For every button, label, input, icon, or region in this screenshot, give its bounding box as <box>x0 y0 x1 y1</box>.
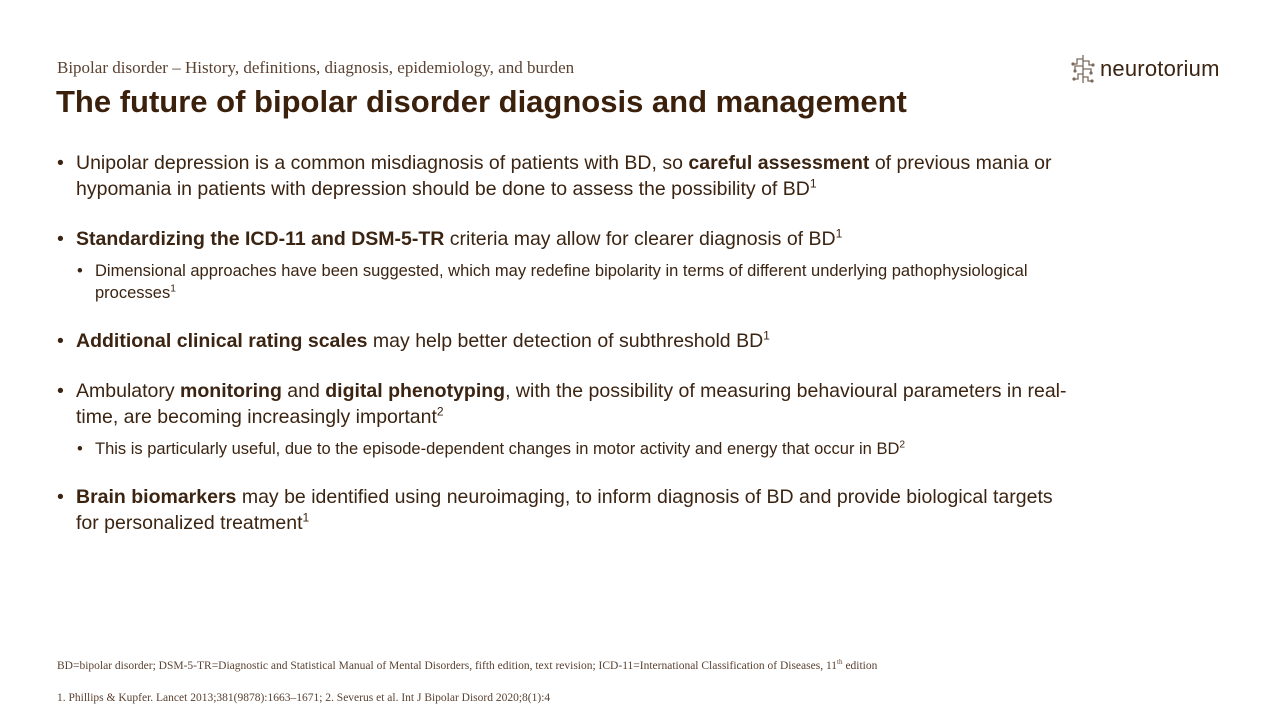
sub-bullet-dimensional: • Dimensional approaches have been suggested, which may redefine bipolarity in terms of different underlying pathophysiological processes$^1$ <box>57 260 1067 304</box>
emphasis-monitoring: monitoring <box>180 380 282 402</box>
emphasis-rating-scales: Additional clinical rating scales <box>76 330 368 352</box>
neurotorium-logo[interactable] <box>1070 52 1220 86</box>
bullet-misdiagnosis: • Unipolar depression is a common misdiagnosis of patients with BD, so careful assessment of previous mania or hypomania in patients with depression should be done to assess the possibility of $BD^1$ <box>57 150 1067 202</box>
bullet-list <box>57 150 1067 536</box>
reference-marker: 1 <box>763 328 770 343</box>
brain-network-icon <box>1070 53 1096 85</box>
references-footnote: 1. Phillips & Kupfer. Lancet 2013;381(9878):1663–1671; 2. Severus et al. Int J Bipolar Disord 2020;8(1):4 <box>57 692 551 704</box>
bullet-rating-scales: • Additional clinical rating scales may help better detection of subthreshold $BD^1$ <box>57 328 1067 354</box>
bullet-monitoring: • Ambulatory monitoring and digital phenotyping, with the possibility of measuring behavioural parameters in real-time, are becoming increasingly important$^2$ <box>57 378 1067 430</box>
reference-marker: 1 <box>835 226 843 241</box>
section-subtitle: Bipolar disorder – History, definitions, diagnosis, epidemiology, and burden <box>57 58 575 77</box>
bullet-standardizing: • Standardizing the ICD-11 and DSM-5-TR criteria may allow for clearer diagnosis of $BD^1$ <box>57 226 1067 252</box>
reference-marker: 1 <box>809 176 817 191</box>
emphasis-digital-phenotyping: digital phenotyping <box>325 380 506 402</box>
sub-bullet-episode-changes: • This is particularly useful, due to the episode-dependent changes in motor activity and energy that occur in $BD^2$ <box>57 438 1067 460</box>
page-title: The future of bipolar disorder diagnosis and management <box>56 84 907 119</box>
reference-marker: 1 <box>170 283 176 295</box>
bullet-biomarkers: • Brain biomarkers may be identified using neuroimaging, to inform diagnosis of BD and provide biological targets for personalized treatment$^1$ <box>57 484 1067 536</box>
emphasis-standardizing: Standardizing the ICD-11 and DSM-5-TR <box>76 228 445 250</box>
emphasis-careful-assessment: careful assessment <box>688 152 870 174</box>
emphasis-brain-biomarkers: Brain biomarkers <box>76 486 237 508</box>
abbreviations-footnote: BD=bipolar disorder; DSM-5-TR=Diagnostic and Statistical Manual of Mental Disorders, fifth edition, text revision; ICD-11=International Classification of Diseases, 11th edition <box>57 658 878 672</box>
reference-marker: 2 <box>436 404 444 419</box>
reference-marker: 1 <box>302 510 310 525</box>
logo-text: neurotorium <box>1100 56 1220 81</box>
reference-marker: 2 <box>899 439 906 451</box>
